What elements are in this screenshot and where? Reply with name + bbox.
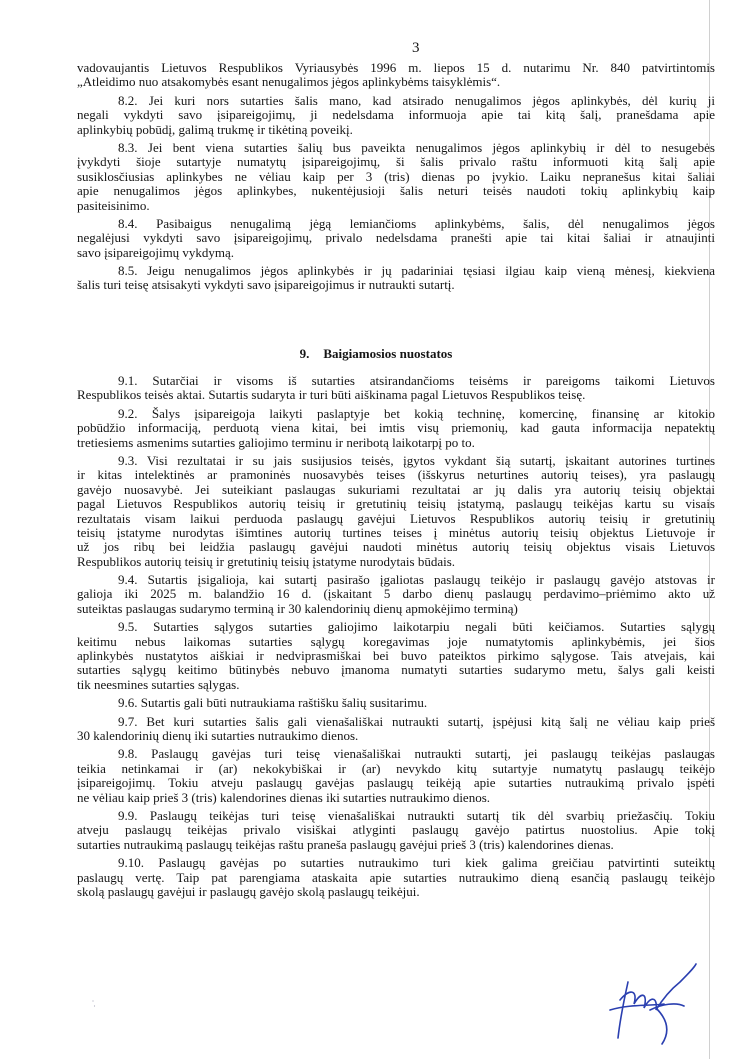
text-line: ir kitas intelektinės ar pramoninės nuosavybės teises (išskyrus neturtines autorių teises), yra paslaugų bbox=[77, 467, 715, 483]
text-line: teisių įstatyme nurodytas išimtines autorių turtines teises į minėtus autorių teisių objektus Lietuvoje ir bbox=[77, 524, 715, 540]
text-line: 9.4. Sutartis įsigalioja, kai sutartį pasirašo įgaliotas paslaugų teikėjo ir paslaugų gavėjo atstovas ir bbox=[118, 572, 715, 588]
text-line: tretiesiems asmenims sutarties galiojimo terminu ir neribotą laikotarpį po to. bbox=[77, 434, 475, 450]
paragraph bbox=[77, 809, 715, 852]
text-line: sutarties sąlygų keitimo būtinybės nebuvo įmanoma numatyti sutarties sudarymo metu, šalys gali keisti bbox=[77, 662, 715, 678]
paragraph bbox=[77, 264, 715, 293]
text-line: 8.3. Jei bent viena sutarties šalių bus paveikta nenugalimos jėgos aplinkybių ir dėl to nesugebės bbox=[118, 139, 715, 155]
paragraph bbox=[77, 407, 715, 450]
text-line: 9.7. Bet kuri sutarties šalis gali vienašališkai nutraukti sutartį, įspėjusi kitą šalį ne vėliau kaip prieš bbox=[118, 713, 715, 729]
text-line: apie nenugalimos jėgos aplinkybes, nukentėjusioji šalis neturi teisės naudoti tokių aplinkybių kaip bbox=[77, 183, 715, 199]
text-line: 30 kalendorinių dienų iki sutarties nutraukimo dienos. bbox=[77, 727, 359, 743]
text-line: 9.8. Paslaugų gavėjas turi teisę vienašališkai nutraukti sutartį, jei paslaugų teikėjas paslaugas bbox=[118, 746, 715, 762]
text-line: aplinkybės nustatytos aiškiai ir nedviprasmiškai bei buvo pateiktos pirkimo sąlygose. Tais atvejais, kai bbox=[77, 648, 715, 664]
text-line: negali vykdyti savo įsipareigojimų, ji nedelsdama informuoja apie tai kitą šalį, pranešdama apie bbox=[77, 107, 715, 123]
text-line: šalis turi teisę atsisakyti vykdyti savo įsipareigojimus ir nutraukti sutartį. bbox=[77, 277, 455, 293]
text-line: už jos ribų bei leidžia paslaugų gavėjui naudoti minėtus autorių teisių objektus visais Lietuvos bbox=[77, 539, 715, 555]
section-title: Baigiamosios nuostatos bbox=[323, 346, 453, 361]
text-line: rezultatais visam laikui perduoda paslaugų gavėjui Lietuvos Respublikos autorių teisių ir gretutinių bbox=[77, 510, 715, 526]
paragraph bbox=[77, 374, 715, 403]
text-line: 9.9. Paslaugų teikėjas turi teisę vienašališkai nutraukti sutartį tik dėl svarbių priežasčių. Tokiu bbox=[118, 807, 715, 823]
text-line: pobūdžio informaciją, perduotą viena kitai, bei imtis visų priemonių, kad gauta informacija nepatektų bbox=[77, 420, 715, 436]
section-heading bbox=[0, 346, 752, 362]
text-line: 9.2. Šalys įsipareigoja laikyti paslaptyje bet kokią techninę, komercinę, finansinę ar kitokio bbox=[118, 405, 715, 421]
text-line: 9.10. Paslaugų gavėjas po sutarties nutraukimo turi kiek galima greičiau patvirtinti suteiktų bbox=[118, 855, 715, 871]
text-line: 8.5. Jeigu nenugalimos jėgos aplinkybės ir jų padariniai tęsiasi ilgiau kaip vieną mėnesį, kiekviena bbox=[118, 263, 715, 279]
text-line: vadovaujantis Lietuvos Respublikos Vyriausybės 1996 m. liepos 15 d. nutarimu Nr. 840 patvirtintomis bbox=[77, 60, 715, 75]
text-line: aplinkybių pobūdį, galimą trukmę ir tikėtiną poveikį. bbox=[77, 121, 353, 137]
text-line: teikia netinkamai ir (ar) nekokybiškai ir (ar) nevykdo kitų sutartyje numatytų paslaugų teikėjo bbox=[77, 760, 715, 776]
text-line: ne vėliau kaip prieš 3 (tris) kalendorines dienas iki sutarties nutraukimo dienos. bbox=[77, 789, 491, 805]
paragraph bbox=[77, 715, 715, 744]
signature bbox=[590, 960, 700, 1050]
text-line: tik neesmines sutarties sąlygas. bbox=[77, 676, 240, 692]
text-line: įvykdyti šioje sutartyje numatytų įsipareigojimų, ši šalis privalo raštu informuoti kitą šalį apie bbox=[77, 154, 715, 170]
paragraph bbox=[77, 61, 715, 90]
text-line: 9.6. Sutartis gali būti nutraukiama raštišku šalių susitarimu. bbox=[118, 695, 428, 711]
section-8-body bbox=[77, 61, 715, 297]
text-line: galioja iki 2025 m. balandžio 16 d. (įskaitant 5 darbo dienų paslaugų perdavimo–priėmimo akto už bbox=[77, 586, 715, 602]
text-line: suteiktas paslaugas sudarymo terminą ir 30 kalendorinių dienų apmokėjimo terminą) bbox=[77, 600, 518, 616]
text-line: pagal Lietuvos Respublikos autorių teisių ir gretutinių teisių įstatymą, paslaugų teikėjas kartu su visais bbox=[77, 496, 715, 512]
paragraph bbox=[77, 454, 715, 569]
paragraph bbox=[77, 620, 715, 692]
text-line: pasiteisinimo. bbox=[77, 197, 150, 213]
text-line: 8.4. Pasibaigus nenugalimą jėgą lemiančioms aplinkybėms, šalis, dėl nenugalimos jėgos bbox=[118, 215, 715, 231]
text-line: Respublikos teisės aktai. Sutartis sudaryta ir turi būti aiškinama pagal Lietuvos Respublikos teisę. bbox=[77, 387, 586, 403]
section-9-body bbox=[77, 374, 715, 903]
text-line: negalėjusi vykdyti savo įsipareigojimų, privalo nedelsdama pranešti apie tai kitai šaliai ir atnaujinti bbox=[77, 230, 715, 246]
paragraph bbox=[77, 856, 715, 899]
text-line: paslaugų vertę. Taip pat parengiama ataskaita apie sutarties nutraukimo dieną esančią paslaugų teikėjo bbox=[77, 869, 715, 885]
text-line: susiklosčiusias aplinkybes ne vėliau kaip per 3 (tris) dienas po įvykio. Laiku nepranešus kitai šaliai bbox=[77, 168, 715, 184]
text-line: įsipareigojimų. Tokiu atveju paslaugų gavėjas paslaugų teikėją apie sutarties nutraukimą privalo įspėti bbox=[77, 775, 715, 791]
scan-specks bbox=[92, 1000, 96, 1008]
paragraph bbox=[77, 141, 715, 213]
text-line: „Atleidimo nuo atsakomybės esant nenugalimos jėgos aplinkybėms taisyklėmis“. bbox=[77, 74, 501, 90]
paragraph bbox=[77, 747, 715, 805]
text-line: savo įsipareigojimų vykdymą. bbox=[77, 244, 235, 260]
text-line: gavėjo nuosavybė. Jei suteikiant paslaugas sukuriami rezultatai ar jų dalis yra autorių teisių objektai bbox=[77, 481, 715, 497]
paragraph bbox=[77, 217, 715, 260]
text-line: 9.3. Visi rezultatai ir su jais susijusios teisės, įgytos vykdant šią sutartį, įskaitant autorines turtines bbox=[118, 452, 715, 468]
text-line: skolą paslaugų gavėjui ir paslaugų gavėjo skolą paslaugų teikėjui. bbox=[77, 883, 420, 899]
page-number: 3 bbox=[412, 40, 420, 56]
paragraph bbox=[77, 573, 715, 616]
text-line: 9.5. Sutarties sąlygos sutarties galiojimo laikotarpiu negali būti keičiamos. Sutarties sąlygų bbox=[118, 619, 715, 635]
paragraph bbox=[77, 94, 715, 137]
section-number: 9. bbox=[299, 346, 310, 361]
text-line: keitimu nebus laikomas sutarties sąlygų koregavimas joje numatytomis aplinkybėmis, jei šios bbox=[77, 633, 715, 649]
text-line: Respublikos autorių teisių ir gretutinių teisių įstatyme nurodytais būdais. bbox=[77, 553, 456, 569]
text-line: atveju paslaugų teikėjas privalo visiškai atlyginti paslaugų gavėjo patirtus nuostolius. Apie tokį bbox=[77, 822, 715, 838]
paragraph bbox=[77, 696, 715, 710]
text-line: sutarties nutraukimą paslaugų teikėjas raštu praneša paslaugų gavėjui prieš 3 (tris) kalendorines dienas. bbox=[77, 836, 614, 852]
text-line: 9.1. Sutarčiai ir visoms iš sutarties atsirandančioms teisėms ir pareigoms taikomi Lietuvos bbox=[118, 373, 715, 388]
text-line: 8.2. Jei kuri nors sutarties šalis mano, kad atsirado nenugalimos jėgos aplinkybės, dėl kurių ji bbox=[118, 92, 715, 108]
